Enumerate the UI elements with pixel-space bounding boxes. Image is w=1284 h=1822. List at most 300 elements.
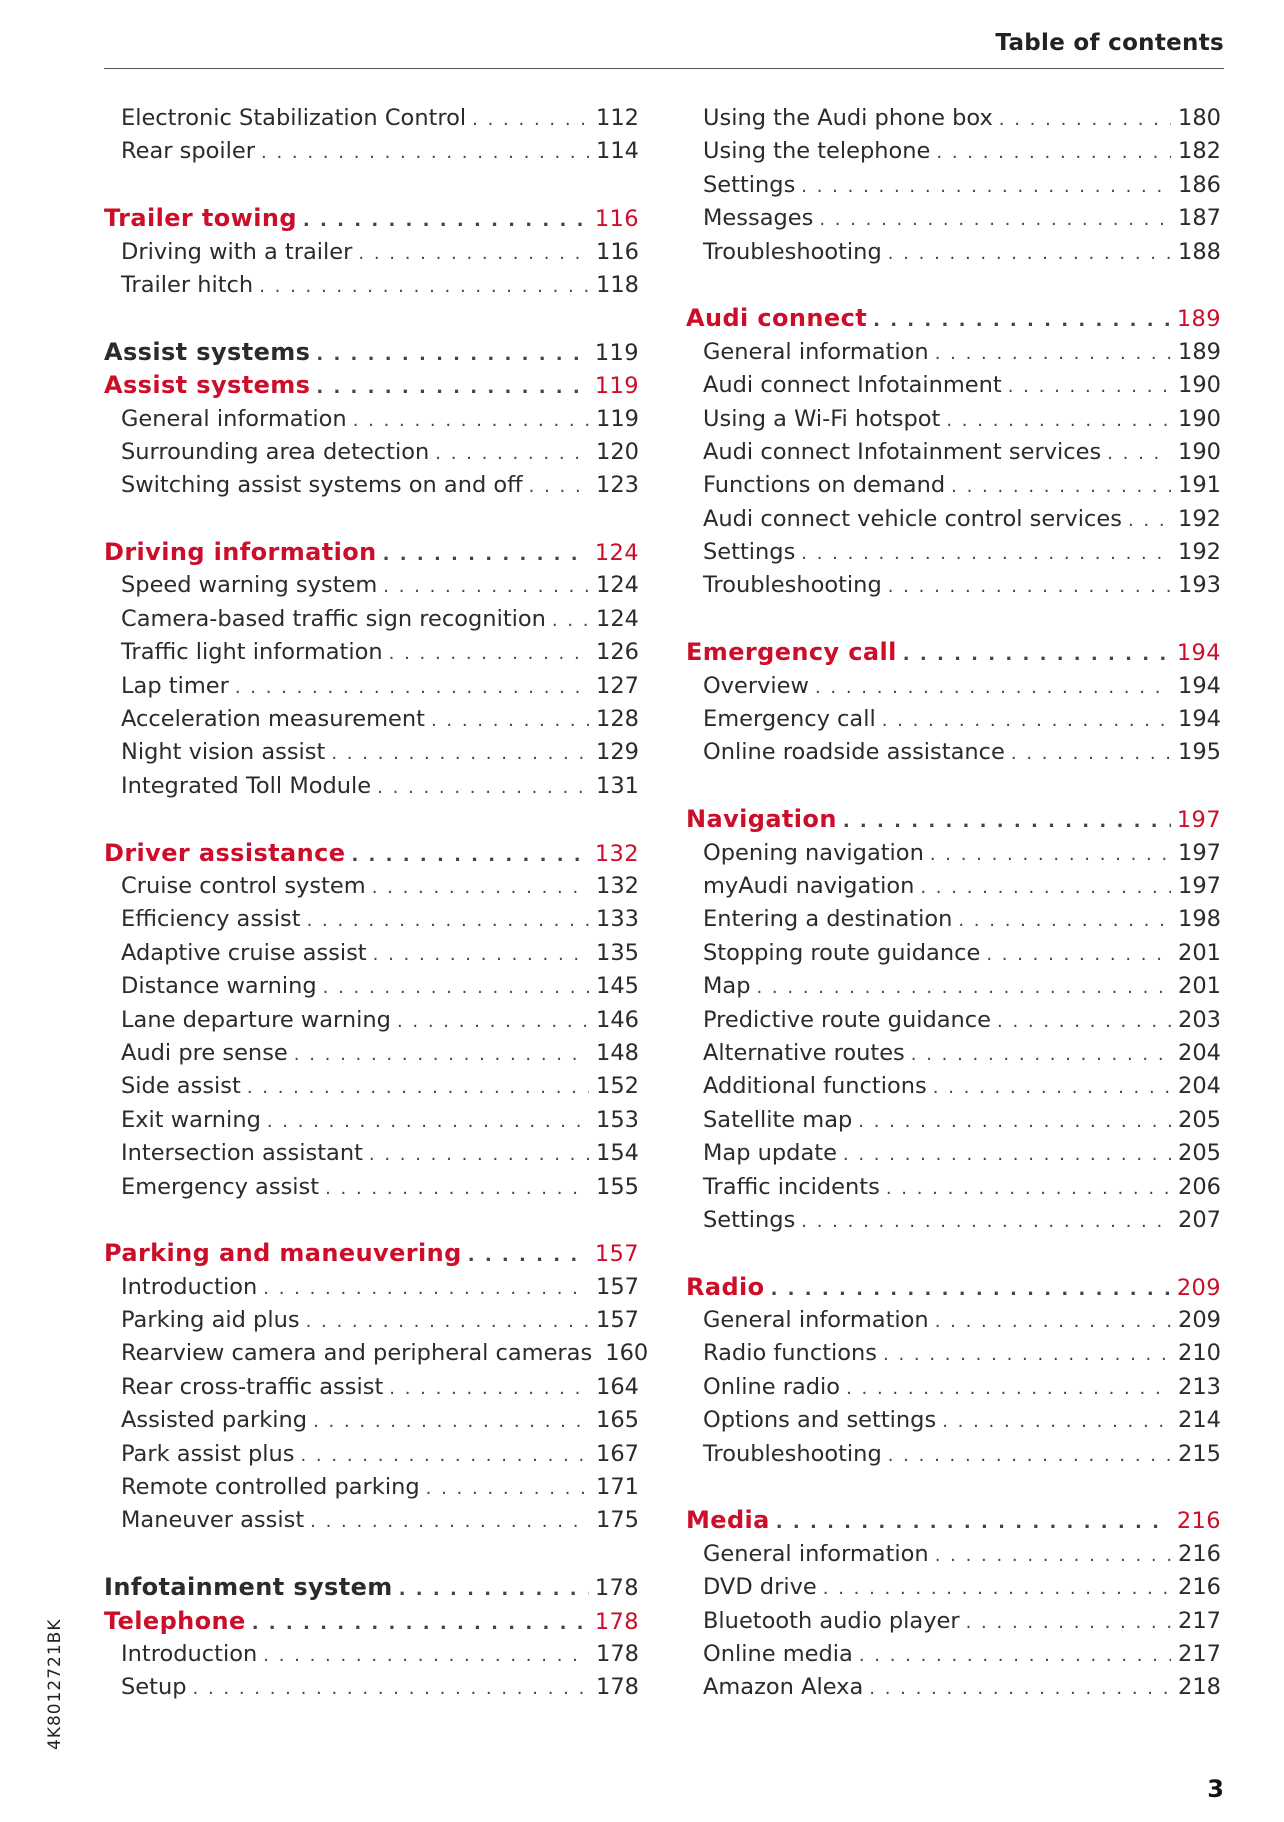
page-ref: 123 [596,472,639,499]
dot-leader [316,371,589,404]
toc-entry-dvd-drive[interactable] [686,1571,1221,1604]
page-ref: 186 [1178,171,1221,198]
entry-title: Cruise control system [121,872,366,899]
entry-title: Emergency call [703,706,876,733]
dot-leader [431,704,589,737]
toc-entry-distance-warning[interactable] [104,970,639,1003]
dot-leader [882,704,1171,737]
page-ref: 198 [1178,906,1221,933]
entry-title: General information [121,405,347,432]
dot-leader [552,604,589,637]
entry-title: Electronic Stabilization Control [121,105,467,131]
toc-entry-setup[interactable] [104,1671,639,1704]
dot-leader [801,170,1171,203]
entry-title: Night vision assist [121,739,326,766]
page-ref: 167 [596,1440,639,1467]
dot-leader [358,237,589,270]
section-spacer [686,1237,1221,1270]
toc-entry-radio-functions[interactable] [686,1337,1221,1370]
page-ref: 165 [596,1407,639,1434]
entry-title: Predictive route guidance [703,1006,991,1033]
toc-section-assist-systems[interactable] [104,336,639,369]
entry-title: Lap timer [121,672,229,699]
page-ref: 116 [594,206,639,233]
section-spacer [104,503,639,536]
toc-section-driving-information[interactable] [104,536,639,569]
toc-entry-predictive-route-guidance[interactable] [686,1004,1221,1037]
dot-leader [323,971,589,1004]
section-spacer [686,770,1221,803]
entry-title: Integrated Toll Module [121,772,372,799]
page-ref: 205 [1178,1106,1221,1133]
page-ref: 187 [1178,205,1221,232]
dot-leader [935,1539,1171,1572]
section-title: Trailer towing [104,204,297,233]
dot-leader [858,1105,1171,1138]
page-ref: 190 [1178,372,1221,399]
toc-entry-settings[interactable] [686,1204,1221,1237]
entry-title: Emergency assist [121,1173,320,1200]
toc-entry-switching-assist-systems-on-and-off[interactable] [104,469,639,502]
entry-title: Speed warning system [121,572,378,599]
toc-entry-using-the-audi-phone-box[interactable] [686,102,1221,135]
page-ref: 148 [596,1039,639,1066]
entry-title: Settings [703,539,796,566]
dot-leader [383,538,589,571]
page-ref: 116 [596,238,639,265]
dot-leader [920,871,1171,904]
page-ref: 118 [596,271,639,298]
page-ref: 192 [1178,505,1221,532]
page-ref: 119 [594,373,639,400]
toc-entry-introduction[interactable] [104,1638,639,1671]
toc-entry-myaudi-navigation[interactable] [686,870,1221,903]
toc-entry-troubleshooting[interactable] [686,1438,1221,1471]
page-ref: 197 [1176,807,1221,834]
toc-entry-parking-aid-plus[interactable] [104,1304,639,1337]
dot-leader [935,337,1171,370]
entry-title: Satellite map [703,1106,853,1133]
dot-leader [306,1305,589,1338]
toc-left-column [104,102,649,1705]
section-title: Radio [686,1272,765,1301]
page-ref: 131 [596,772,639,799]
toc-entry-rear-cross-traffic-assist[interactable] [104,1371,639,1404]
dot-leader [846,1372,1171,1405]
dot-leader [259,270,589,303]
toc-entry-online-radio[interactable] [686,1371,1221,1404]
toc-entry-traffic-incidents[interactable] [686,1171,1221,1204]
toc-entry-assisted-parking[interactable] [104,1404,639,1437]
entry-title: Options and settings [703,1407,937,1434]
toc-section-parking-and-maneuvering[interactable] [104,1237,639,1270]
toc-entry-map-update[interactable] [686,1137,1221,1170]
entry-title: Surrounding area detection [121,438,430,465]
page-ref: 124 [596,572,639,599]
page-ref: 195 [1178,739,1221,766]
toc-entry-messages[interactable] [686,202,1221,235]
toc-entry-traffic-light-information[interactable] [104,636,639,669]
page-number: 3 [1207,1775,1224,1803]
page-ref: 127 [596,672,639,699]
toc-entry-acceleration-measurement[interactable] [104,703,639,736]
dot-leader [369,1138,589,1171]
dot-leader [801,1205,1171,1238]
page-ref: 157 [596,1307,639,1334]
entry-title: Parking aid plus [121,1307,300,1334]
dot-leader [529,470,589,503]
dot-leader [377,771,589,804]
dot-leader [294,1038,589,1071]
page-ref: 216 [1176,1508,1221,1535]
toc-entry-general-information[interactable] [686,1304,1221,1337]
page-ref: 216 [1178,1574,1221,1601]
page-ref: 197 [1178,872,1221,899]
page-ref: 164 [596,1373,639,1400]
toc-entry-general-information[interactable] [686,336,1221,369]
toc-entry-overview[interactable] [686,670,1221,703]
page-ref: 129 [596,739,639,766]
page-ref: 192 [1178,539,1221,566]
section-title: Media [686,1506,770,1535]
entry-title: Distance warning [121,973,317,1000]
entry-title: Map update [703,1140,837,1167]
section-title: Parking and maneuvering [104,1239,462,1268]
dot-leader [316,338,589,371]
entry-title: Traffic light information [121,639,383,666]
entry-title: Additional functions [703,1073,927,1100]
entry-title: Rear spoiler [121,138,256,165]
page-ref: 120 [596,438,639,465]
entry-title: Switching assist systems on and off [121,472,523,499]
toc-entry-night-vision-assist[interactable] [104,736,639,769]
section-title: Navigation [686,805,837,834]
toc-entry-cruise-control-system[interactable] [104,870,639,903]
dot-leader [966,1606,1171,1639]
toc-entry-stopping-route-guidance[interactable] [686,937,1221,970]
dot-leader [372,871,589,904]
page-ref: 189 [1178,338,1221,365]
toc-entry-emergency-assist[interactable] [104,1171,639,1204]
entry-title: Map [703,973,751,1000]
dot-leader [373,938,589,971]
toc-section-media[interactable] [686,1504,1221,1537]
page-ref: 194 [1178,706,1221,733]
dot-leader [873,304,1171,337]
dot-leader [869,1672,1171,1705]
entry-title: Radio functions [703,1340,878,1367]
entry-title: Stopping route guidance [703,939,981,966]
dot-leader [1107,437,1171,470]
page-ref: 191 [1178,472,1221,499]
entry-title: Opening navigation [703,839,924,866]
page-ref: 135 [596,939,639,966]
dot-leader [389,1372,589,1405]
toc-entry-settings[interactable] [686,169,1221,202]
entry-title: Introduction [121,1273,258,1300]
page-ref: 188 [1178,238,1221,265]
entry-title: Troubleshooting [703,572,882,599]
dot-leader [313,1405,589,1438]
toc-entry-audi-pre-sense[interactable] [104,1037,639,1070]
toc-entry-lane-departure-warning[interactable] [104,1004,639,1037]
toc-entry-rear-spoiler[interactable] [104,135,639,168]
dot-leader [942,1405,1171,1438]
entry-title: Amazon Alexa [703,1674,864,1701]
entry-title: Trailer hitch [121,271,254,298]
dot-leader [888,1439,1171,1472]
page-ref: 157 [596,1273,639,1300]
dot-leader [468,1239,589,1272]
dot-leader [383,570,589,603]
toc-entry-lap-timer[interactable] [104,670,639,703]
dot-leader [930,838,1171,871]
dot-leader [815,671,1171,704]
toc-entry-park-assist-plus[interactable] [104,1438,639,1471]
dot-leader [997,1005,1171,1038]
page-ref: 175 [596,1507,639,1534]
dot-leader [801,537,1171,570]
toc-entry-audi-connect-infotainment[interactable] [686,369,1221,402]
page-ref: 133 [596,906,639,933]
toc-entry-amazon-alexa[interactable] [686,1671,1221,1704]
section-title: Driving information [104,538,377,567]
dot-leader [823,1572,1171,1605]
page-ref: 206 [1178,1173,1221,1200]
toc-entry-speed-warning-system[interactable] [104,569,639,602]
page-ref: 210 [1178,1340,1221,1367]
toc-entry-map[interactable] [686,970,1221,1003]
page-ref: 132 [596,872,639,899]
entry-title: Efficiency assist [121,906,301,933]
dot-leader [252,1607,589,1640]
section-spacer [104,302,639,335]
page-ref: 214 [1178,1407,1221,1434]
dot-leader [267,1105,589,1138]
toc-entry-alternative-routes[interactable] [686,1037,1221,1070]
toc-entry-maneuver-assist[interactable] [104,1504,639,1537]
toc-entry-remote-controlled-parking[interactable] [104,1471,639,1504]
dot-leader [1011,737,1171,770]
toc-entry-introduction[interactable] [104,1271,639,1304]
entry-title: Rearview camera and peripheral cameras [121,1340,593,1367]
toc-entry-troubleshooting[interactable] [686,236,1221,269]
dot-leader [399,1573,589,1606]
toc-entry-surrounding-area-detection[interactable] [104,436,639,469]
toc-entry-additional-functions[interactable] [686,1070,1221,1103]
dot-leader [946,404,1171,437]
toc-section-navigation[interactable] [686,803,1221,836]
page-ref: 119 [596,405,639,432]
section-spacer [686,269,1221,302]
toc-entry-trailer-hitch[interactable] [104,269,639,302]
dot-leader [958,904,1171,937]
toc-entry-integrated-toll-module[interactable] [104,770,639,803]
dot-leader [351,839,588,872]
toc-entry-audi-connect-vehicle-control-services[interactable] [686,503,1221,536]
dot-leader [303,204,589,237]
dot-leader [325,1172,589,1205]
dot-leader [999,103,1171,136]
toc-entry-using-the-telephone[interactable] [686,135,1221,168]
dot-leader [843,805,1171,838]
page-ref: 154 [596,1140,639,1167]
entry-title: Using the telephone [703,138,931,165]
dot-leader [756,971,1171,1004]
entry-title: General information [703,338,929,365]
entry-title: Messages [703,205,814,232]
entry-title: Audi connect Infotainment [703,372,1002,399]
dot-leader [903,638,1171,671]
dot-leader [331,737,589,770]
page-ref: 180 [1178,105,1221,131]
entry-title: Setup [121,1674,187,1701]
section-title: Audi connect [686,304,868,333]
toc-entry-emergency-call[interactable] [686,703,1221,736]
entry-title: Settings [703,171,796,198]
toc-entry-using-a-wi-fi-hotspot[interactable] [686,403,1221,436]
page-ref: 215 [1178,1440,1221,1467]
entry-title: Traffic incidents [703,1173,880,1200]
toc-entry-bluetooth-audio-player[interactable] [686,1605,1221,1638]
section-title: Emergency call [686,638,897,667]
toc-section-driver-assistance[interactable] [104,837,639,870]
toc-entry-online-roadside-assistance[interactable] [686,736,1221,769]
entry-title: Intersection assistant [121,1140,363,1167]
section-title: Assist systems [104,371,311,400]
page-ref: 217 [1178,1607,1221,1634]
page-ref: 190 [1178,438,1221,465]
toc-section-audi-connect[interactable] [686,302,1221,335]
toc-section-radio[interactable] [686,1271,1221,1304]
page-ref: 178 [596,1640,639,1667]
toc-entry-side-assist[interactable] [104,1070,639,1103]
dot-leader [886,1172,1171,1205]
dot-leader [472,103,589,136]
page-ref: 152 [596,1073,639,1100]
document-code: 4K8012721BK [45,1618,65,1750]
section-spacer [686,1471,1221,1504]
toc-entry-rearview-camera-and-peripheral-cameras[interactable] [104,1337,649,1370]
toc-section-trailer-towing[interactable] [104,202,639,235]
toc-entry-settings[interactable] [686,536,1221,569]
entry-title: General information [703,1307,929,1334]
entry-title: DVD drive [703,1574,817,1601]
page-ref: 114 [596,138,639,165]
toc-entry-efficiency-assist[interactable] [104,903,639,936]
page-ref: 216 [1178,1540,1221,1567]
entry-title: Assisted parking [121,1407,308,1434]
section-title: Driver assistance [104,838,346,867]
dot-leader [263,1639,589,1672]
toc-entry-satellite-map[interactable] [686,1104,1221,1137]
toc-section-emergency-call[interactable] [686,636,1221,669]
dot-leader [883,1338,1171,1371]
dot-leader [933,1071,1171,1104]
entry-title: Online roadside assistance [703,739,1005,766]
entry-title: Online media [703,1640,853,1667]
section-spacer [104,803,639,836]
dot-leader [819,203,1171,236]
page-ref: 204 [1178,1073,1221,1100]
section-spacer [686,603,1221,636]
dot-leader [888,570,1171,603]
toc-entry-online-media[interactable] [686,1638,1221,1671]
toc-section-assist-systems[interactable] [104,369,639,402]
page-ref: 112 [596,105,639,131]
toc-section-telephone[interactable] [104,1605,639,1638]
entry-title: myAudi navigation [703,872,915,899]
dot-leader [951,470,1171,503]
toc-entry-general-information[interactable] [686,1538,1221,1571]
dot-leader [235,671,589,704]
dot-leader [389,637,589,670]
toc-entry-general-information[interactable] [104,403,639,436]
page-ref: 201 [1178,973,1221,1000]
page-ref: 190 [1178,405,1221,432]
page-ref: 201 [1178,939,1221,966]
entry-title: Adaptive cruise assist [121,939,367,966]
toc-entry-entering-a-destination[interactable] [686,903,1221,936]
toc-entry-opening-navigation[interactable] [686,837,1221,870]
toc-entry-audi-connect-infotainment-services[interactable] [686,436,1221,469]
entry-title: Audi connect Infotainment services [703,438,1102,465]
page-header-title: Table of contents [995,30,1224,56]
entry-title: Camera-based traffic sign recognition [121,605,546,632]
dot-leader [1008,370,1171,403]
toc-entry-troubleshooting[interactable] [686,569,1221,602]
entry-title: Audi pre sense [121,1039,288,1066]
page-ref: 178 [594,1575,639,1602]
toc-entry-electronic-stabilization-control[interactable] [104,102,639,135]
toc-entry-adaptive-cruise-assist[interactable] [104,937,639,970]
dot-leader [353,404,589,437]
page-ref: 194 [1178,672,1221,699]
page-ref: 197 [1178,839,1221,866]
page-ref: 132 [594,840,639,867]
header-divider [104,68,1224,69]
entry-title: Alternative routes [703,1039,905,1066]
page-ref: 205 [1178,1140,1221,1167]
entry-title: Online radio [703,1373,841,1400]
toc-entry-intersection-assistant[interactable] [104,1137,639,1170]
page-ref: 128 [596,706,639,733]
dot-leader [261,136,589,169]
page-ref: 207 [1178,1206,1221,1233]
dot-leader [1128,504,1171,537]
page-ref: 119 [594,339,639,366]
page-ref: 203 [1178,1006,1221,1033]
dot-leader [426,1472,589,1505]
toc-entry-driving-with-a-trailer[interactable] [104,236,639,269]
entry-title: Overview [703,672,809,699]
section-spacer [104,1538,639,1571]
dot-leader [986,938,1171,971]
toc-section-infotainment-system[interactable] [104,1571,639,1604]
toc-entry-camera-based-traffic-sign-recognition[interactable] [104,603,639,636]
dot-leader [263,1272,589,1305]
page-ref: 126 [596,639,639,666]
toc-entry-options-and-settings[interactable] [686,1404,1221,1437]
toc-entry-exit-warning[interactable] [104,1104,639,1137]
page-ref: 193 [1178,572,1221,599]
toc-entry-functions-on-demand[interactable] [686,469,1221,502]
entry-title: Lane departure warning [121,1006,391,1033]
page-ref: 204 [1178,1039,1221,1066]
page-ref: 178 [594,1608,639,1635]
entry-title: Introduction [121,1640,258,1667]
dot-leader [310,1505,589,1538]
